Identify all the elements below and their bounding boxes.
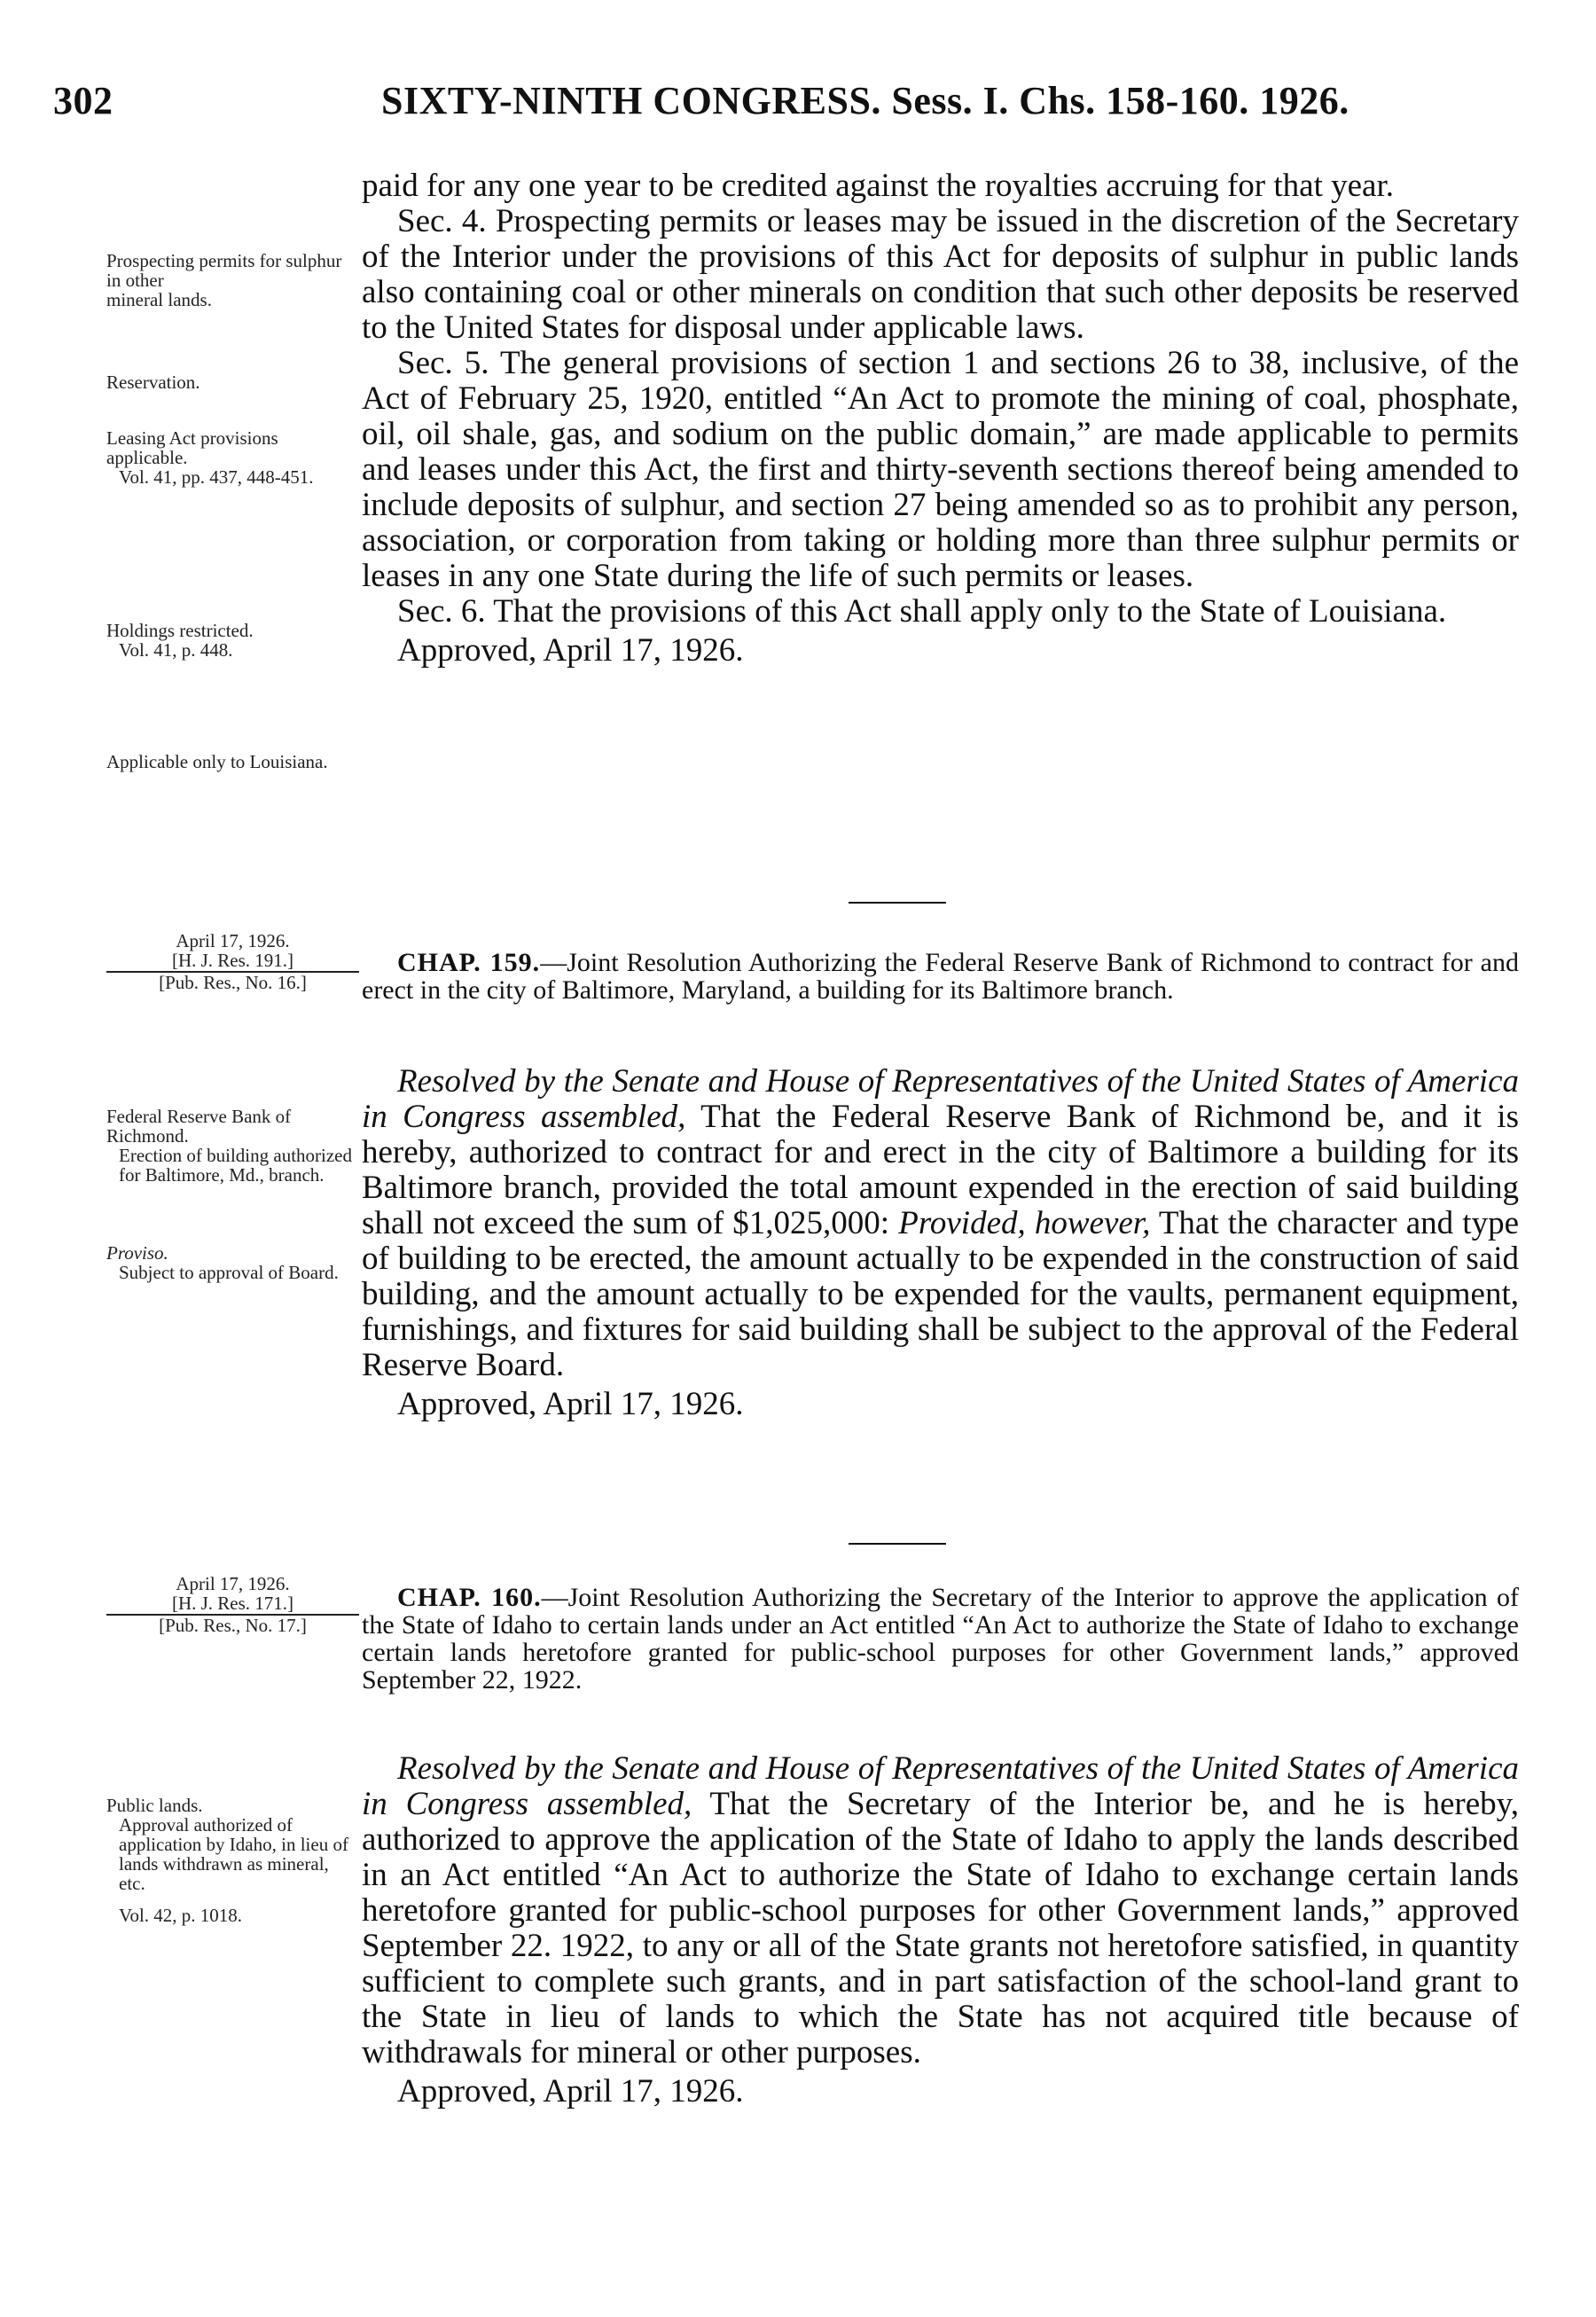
chapter-160-number: CHAP. 160. <box>397 1583 542 1612</box>
margin-note-reservation: Reservation. <box>106 372 200 393</box>
chapter-160-text <box>362 1751 1519 2110</box>
section-divider <box>849 902 946 904</box>
proviso-159: Provided, however, <box>898 1205 1151 1241</box>
section-6: Sec. 6. That the provisions of this Act shall apply only to the State of Louisiana. <box>397 593 1447 630</box>
chapter-159-body-1: That the Federal Reserve Bank of Richmond be, and it is hereby, authorized to contract for and erect in the city of Baltimore a building for its Baltimore branch, provided the total amount expended in the erection of said building shall not exceed the sum of $1,025,000: <box>362 1099 1519 1241</box>
margin-note-holdings: Holdings restricted. Vol. 41, p. 448. <box>106 620 254 661</box>
approval-159: Approved, April 17, 1926. <box>397 1386 744 1422</box>
section-divider <box>849 1543 946 1545</box>
section-5: Sec. 5. The general provisions of section 1 and sections 26 to 38, inclusive, of the Act of February 25, 1920, entitled “An Act to promote the mining of coal, phosphate, oil, oil shale, gas, and sodium on the public domain,” are made applicable to permits and leases under this Act, the first and thirty-seventh sections thereof being amended to include deposits of sulphur, and section 27 being amended so as to prohibit any person, association, or corporation from taking or holding more than three sulphur permits or leases in any one State during the life of such permits or leases. <box>362 345 1519 594</box>
chapter-160-body: That the Secretary of the Interior be, and he is hereby, authorized to approve the application of the State of Idaho to apply the lands described in an Act entitled “An Act to authorize the State of Idaho to exchange certain lands heretofore granted for public-school purposes for other Government lands,” approved September 22. 1922, to any or all of the State grants not heretofore satisfied, in quantity sufficient to complete such grants, and in part satisfaction of the school-land grant to the State in lieu of lands to which the State has not acquired title because of withdrawals for mineral or other purposes. <box>362 1786 1519 2070</box>
chapter-159-text <box>362 1064 1519 1422</box>
chapter-160-citation: April 17, 1926. [H. J. Res. 171.] [Pub. Res., No. 17.] <box>106 1574 359 1635</box>
chapter-159-number: CHAP. 159. <box>397 948 541 977</box>
chapter-159-body-2: That the character and type of building to be erected, the amount actually to be expended in the construction of said building, and the amount actually to be expended for the vaults, permanent equipment, furnishings, and fixtures for said building shall be subject to the approval of the Federal Reserve Board. <box>362 1205 1519 1383</box>
section-4: Sec. 4. Prospecting permits or leases may be issued in the discretion of the Secretary of the Interior under the provisions of this Act for deposits of sulphur in public lands also containing coal or other minerals on condition that such other deposits be reserved to the United States for disposal under applicable laws. <box>362 203 1519 346</box>
chapter-160-heading <box>362 1584 1519 1694</box>
chapter-159-citation: April 17, 1926. [H. J. Res. 191.] [Pub. Res., No. 16.] <box>106 931 359 992</box>
page-number: 302 <box>53 79 113 122</box>
chapter-158-text <box>362 168 1519 669</box>
margin-note-louisiana: Applicable only to Louisiana. <box>106 751 328 772</box>
chapter-159-title: —Joint Resolution Authorizing the Federal Reserve Bank of Richmond to contract for and erect in the city of Baltimore, Maryland, a building for its Baltimore branch. <box>362 948 1519 1005</box>
approval-160: Approved, April 17, 1926. <box>397 2073 744 2110</box>
resolving-clause-159: Resolved by the Senate and House of Representatives of the United States of America in Congress assembled, <box>362 1063 1519 1135</box>
margin-note-frb: Federal Reserve Bank of Richmond. Erection of building authorized for Baltimore, Md., branch. <box>106 1106 353 1186</box>
margin-note-public-lands: Public lands. Approval authorized of application by Idaho, in lieu of lands withdrawn as mineral, etc. Vol. 42, p. 1018. <box>106 1795 348 1926</box>
resolving-clause-160: Resolved by the Senate and House of Representatives of the United States of America in Congress assembled, <box>362 1750 1519 1822</box>
approval-158: Approved, April 17, 1926. <box>397 632 744 669</box>
continuation-paragraph: paid for any one year to be credited against the royalties accruing for that year. <box>362 168 1394 204</box>
margin-note-leasing: Leasing Act provisions applicable. Vol. 41, pp. 437, 448-451. <box>106 427 314 488</box>
chapter-159-heading <box>362 949 1519 1004</box>
chapter-160-title: —Joint Resolution Authorizing the Secretary of the Interior to approve the application of the State of Idaho to certain lands under an Act entitled “An Act to authorize the State of Idaho to exchange certain lands heretofore granted for public-school purposes for other Government lands,” approved September 22, 1922. <box>362 1583 1519 1695</box>
margin-note-proviso: Proviso. Subject to approval of Board. <box>106 1242 339 1283</box>
margin-note-prospecting: Prospecting permits for sulphur in other mineral lands. <box>106 250 342 310</box>
running-head: SIXTY-NINTH CONGRESS. Sess. I. Chs. 158-160. 1926. <box>381 79 1350 122</box>
